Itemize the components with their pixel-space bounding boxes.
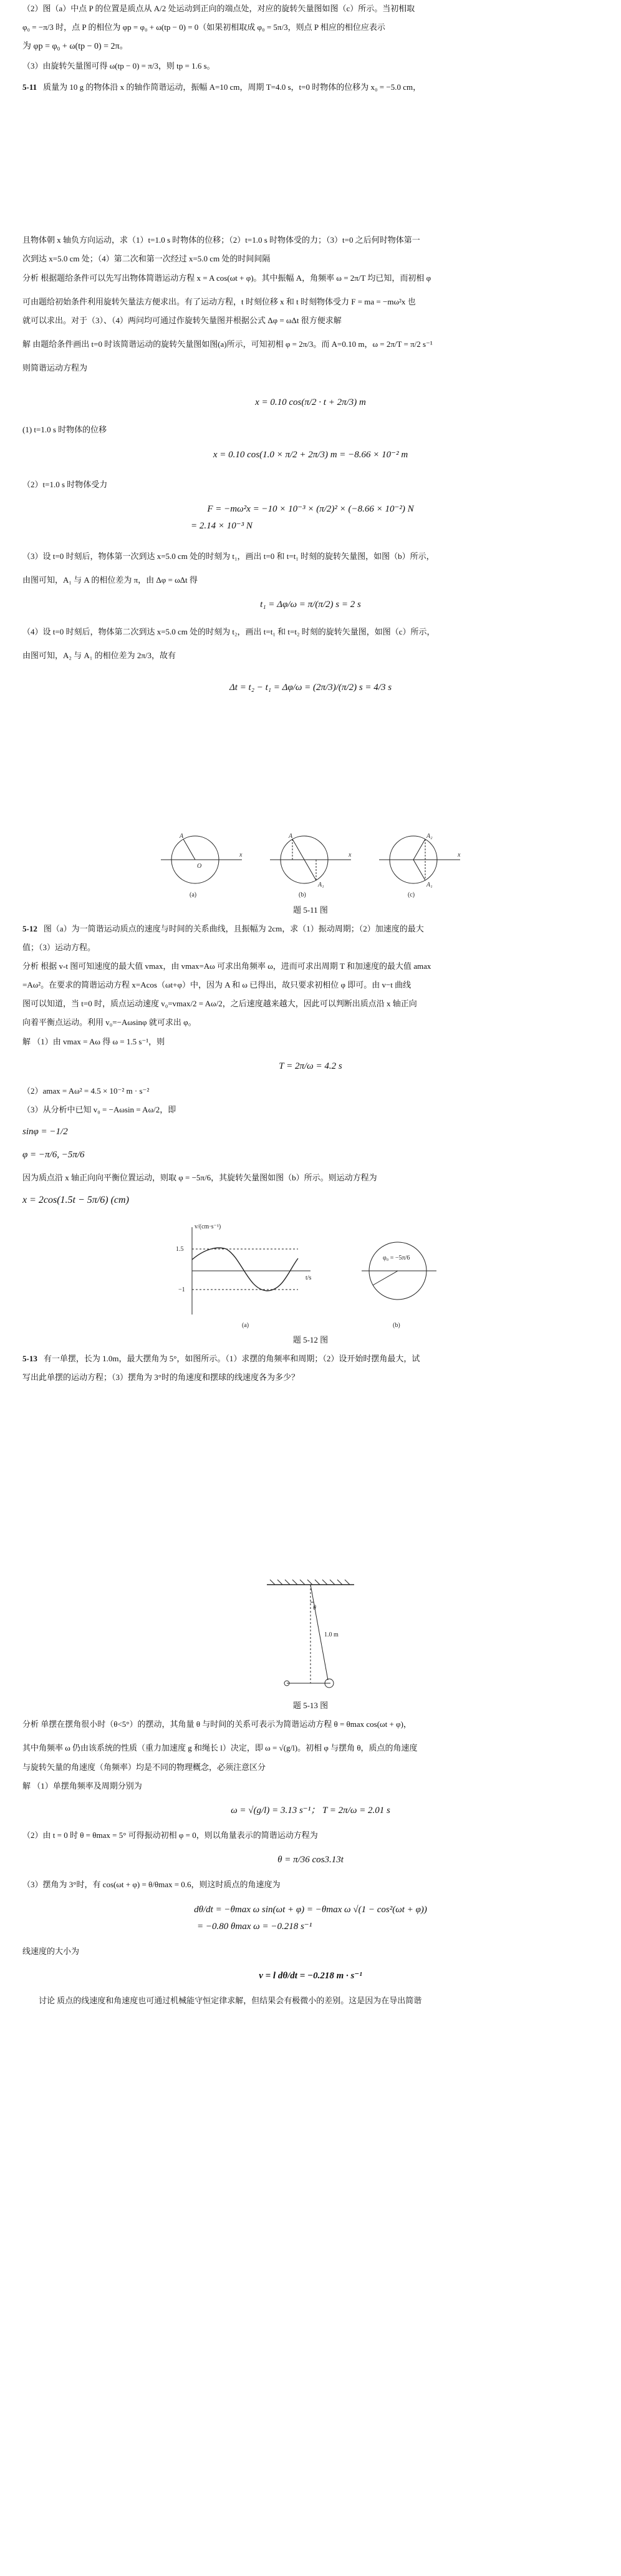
p511-equation-1: x = 0.10 cos(π/2 · t + 2π/3) m [255,397,366,408]
p512-analysis-3: 图可以知道，当 t=0 时，质点运动速度 v₀=vmax/2 = Aω/2，之后速度越来越大，因此可以判断出质点沿 x 轴正向 [22,999,417,1009]
p513-solution-2: （2）由 t = 0 时 θ = θmax = 5° 可得振动初相 φ = 0，则以角量表示的简谐运动方程为 [22,1830,318,1840]
ceiling-hatch [270,1580,350,1585]
fig512-label-b: (b) [393,1321,400,1329]
svg-text:A₂: A₂ [426,832,433,840]
p513-equation-3b: = −0.80 θmax ω = −0.218 s⁻¹ [197,1921,312,1932]
fig511-label-b: (b) [299,891,306,898]
p511-number: 5-11 [22,82,37,92]
p511-solution-2: 则简谐运动方程为 [22,363,88,373]
p511-equation-2: x = 0.10 cos(1.0 × π/2 + 2π/3) m = −8.66 × 10⁻² m [213,449,408,460]
svg-text:x: x [349,851,352,858]
vector-b1 [292,839,304,860]
tick-label-min: −1 [178,1286,185,1293]
p512-analysis-4: 向着平衡点运动。利用 v₀=−Aωsinφ 就可求出 φ。 [22,1018,196,1028]
p513-analysis-3: 与旋转矢量的角速度（角频率）均是不同的物理概念，必须注意区分 [22,1762,266,1772]
figure-5-12 [167,1221,454,1330]
p511-figure-caption: 题 5-11 图 [293,905,328,915]
p511-equation-3b: = 2.14 × 10⁻³ N [191,521,253,532]
p512-equation-3: φ = −π/6, −5π/6 [22,1150,85,1160]
p511-analysis-2: 可由题给初始条件利用旋转矢量法方便求出。有了运动方程，t 时刻位移 x 和 t 时刻物体受力 F = ma = −mω²x 也 [22,296,416,306]
p510-line-1: （2）图（a）中点 P 的位置是质点从 A/2 处运动到正向的端点处，对应的旋转矢量图如图（c）所示。当初相取 [22,4,415,13]
fig511-label-a: (a) [190,891,197,898]
p513-equation-4: v = l dθ/dt = −0.218 m · s⁻¹ [259,1971,362,1981]
p512-equation-4: x = 2cos(1.5t − 5π/6) (cm) [22,1194,129,1205]
p513-equation-2: θ = π/36 cos3.13t [277,1855,344,1865]
p513-figure-caption: 题 5-13 图 [292,1701,329,1711]
p513-stmt-1: 有一单摆，长为 1.0m，最大摆角为 5°，如图所示。（1）求摆的角频率和周期；（2）设开始时摆角最大，试 [43,1353,420,1363]
blank-space [22,1390,599,1577]
p510-line-3: 为 φp = φ₀ + ω(tp − 0) = 2π。 [22,42,128,52]
p513-number: 5-13 [22,1353,37,1363]
p513-stmt-2: 写出此单摆的运动方程；（3）摆角为 3°时的角速度和摆球的线速度各为多少？ [22,1372,299,1382]
vector-c2 [413,860,425,880]
p512-figure-caption: 题 5-12 图 [292,1334,329,1344]
velocity-curve [192,1248,298,1291]
p512-statement [22,923,599,935]
p513-solution-3: （3）摆角为 3°时，有 cos(ωt + φ) = θ/θmax = 0.6，则这时质点的角速度为 [22,1880,281,1890]
p512-equation-1: T = 2π/ω = 4.2 s [279,1061,342,1071]
pendulum-angle-label: θ [313,1605,316,1612]
p512-equation-2: sinφ = −1/2 [22,1127,68,1137]
p512-solution-4: 因为质点沿 x 轴正向向平衡位置运动，则取 φ = −5π/6，其旋转矢量图如图（b）所示。则运动方程为 [22,1172,377,1182]
vector-c1 [413,839,425,860]
p513-analysis-1: 分析 单摆在摆角很小时（θ<5°）的摆动，其角量 θ 与时间的关系可表示为简谐运动方程 θ = θmax cos(ωt + φ)， [22,1719,412,1729]
fig511-label-c: (c) [408,891,415,898]
p511-question-4a: （4）设 t=0 时刻后，物体第二次到达 x=5.0 cm 处的时刻为 t₂，画出 t=t₁ 和 t=t₂ 时刻的旋转矢量图，如图（c）所示， [22,627,435,637]
p511-stmt-1: 质量为 10 g 的物体沿 x 的轴作简谐运动，振幅 A=10 cm，周期 T=4.0 s，t=0 时物体的位移为 x₀ = −5.0 cm， [43,82,421,92]
p511-analysis-1: 分析 根据题给条件可以先写出物体简谐运动方程 x = A cos(ωt + φ)。其中振幅 A，角频率 ω = 2π/T 均已知，而初相 φ [22,273,431,283]
svg-text:A₁: A₁ [318,881,324,888]
p511-statement [22,81,599,94]
p511-stmt-3: 次到达 x=5.0 cm 处；（4）第二次和第一次经过 x=5.0 cm 处的时间间隔 [22,254,271,264]
p512-analysis-2: =Aω²。在要求的简谐运动方程 x=Acos（ωt+φ）中，因为 A 和 ω 已得出，故只要求初相位 φ 即可。由 v−t 曲线 [22,980,412,990]
p511-question-2: （2）t=1.0 s 时物体受力 [22,479,108,489]
blank-space [22,707,599,825]
svg-text:x: x [239,851,243,858]
p513-solution-1: 解 （1）单摆角频率及周期分别为 [22,1781,142,1791]
p511-question-1: (1) t=1.0 s 时物体的位移 [22,425,107,435]
p511-solution-1: 解 由题给条件画出 t=0 时该简谐运动的旋转矢量图如图(a)所示，可知初相 φ = 2π/3。而 A=0.10 m，ω = 2π/T = π/2 s⁻¹ [22,339,433,349]
figure-5-11 [148,825,473,900]
p511-equation-5: Δt = t₂ − t₁ = Δφ/ω = (2π/3)/(π/2) s = 4/3 s [229,683,392,693]
p513-solution-4: 线速度的大小为 [22,1947,80,1956]
vector-a [183,839,195,860]
p513-equation-3a: dθ/dt = −θmax ω sin(ωt + φ) = −θmax ω √(1 − cos²(ωt + φ)) [194,1904,427,1915]
p511-question-4b: 由图可知，A₂ 与 A₁ 的相位差为 2π/3，故有 [22,651,176,661]
p511-analysis-3: 就可以求出。对于（3）、（4）两问均可通过作旋转矢量图并根据公式 Δφ = ωΔt 很方便求解 [22,315,342,325]
p512-solution-2: （2）amax = Aω² = 4.5 × 10⁻² m · s⁻² [22,1086,150,1096]
p513-equation-1: ω = √(g/l) = 3.13 s⁻¹； T = 2π/ω = 2.01 s [231,1805,390,1815]
document-page [22,0,599,2014]
p512-analysis-1: 分析 根据 v-t 图可知速度的最大值 vmax，由 vmax=Aω 可求出角频率 ω，进而可求出周期 T 和加速度的最大值 amax [22,961,431,971]
p513-statement [22,1353,599,1365]
p513-discussion: 讨论 质点的线速度和角速度也可通过机械能守恒定律求解，但结果会有极微小的差别。这是因为在导出简谐 [39,1996,422,2006]
p512-number: 5-12 [22,923,37,933]
axis-t-label: t/s [306,1274,312,1281]
svg-text:A: A [180,832,184,840]
pendulum-length-label: 1.0 m [324,1631,339,1639]
rotating-vector [373,1271,398,1285]
circle-phase-label: φ₀ = −5π/6 [383,1254,410,1261]
svg-text:A₁: A₁ [426,881,433,888]
p511-equation-3a: F = −mω²x = −10 × 10⁻³ × (π/2)² × (−8.66 × 10⁻²) N [207,504,414,515]
fig512-label-a: (a) [242,1321,249,1329]
svg-text:O: O [197,862,202,870]
blank-space [22,100,599,228]
p510-line-2: φ₀ = −π/3 时，点 P 的相位为 φp = φ₀ + ω(tp − 0) = 0（如果初相取成 φ₀ = 5π/3，则点 P 相应的相位应表示 [22,22,385,32]
svg-text:x: x [458,851,461,858]
svg-text:A: A [289,832,293,840]
tick-label-max: 1.5 [176,1245,184,1253]
p512-solution-3: （3）从分析中已知 v₀ = −Aωsin = Aω/2，即 [22,1105,176,1115]
axis-v-label: v/(cm·s⁻¹) [195,1223,221,1230]
figure-5-13 [248,1577,373,1696]
p512-stmt-2: 值；（3）运动方程。 [22,942,96,952]
p511-equation-4: t₁ = Δφ/ω = π/(π/2) s = 2 s [260,599,361,610]
p512-stmt-1: 图（a）为一简谐运动质点的速度与时间的关系曲线，且振幅为 2cm，求（1）振动周期；（2）加速度的最大 [43,923,424,933]
p510-line-4: （3）由旋转矢量图可得 ω(tp − 0) = π/3，则 tp = 1.6 s。 [22,61,215,70]
p511-question-3a: （3）设 t=0 时刻后，物体第一次到达 x=5.0 cm 处的时刻为 t₁，画出 t=0 和 t=t₁ 时刻的旋转矢量图，如图（b）所示， [22,551,435,561]
vector-b2 [304,860,316,880]
p511-question-3b: 由图可知，A₁ 与 A 的相位差为 π，由 Δφ = ωΔt 得 [22,575,198,585]
p512-solution-1: 解 （1）由 vmax = Aω 得 ω = 1.5 s⁻¹，则 [22,1036,165,1046]
p513-analysis-2: 其中角频率 ω 仍由该系统的性质（重力加速度 g 和绳长 l）决定，即 ω = √(g/l)。初相 φ 与摆角 θ，质点的角速度 [22,1743,418,1753]
p511-stmt-2: 且物体朝 x 轴负方向运动，求（1）t=1.0 s 时物体的位移；（2）t=1.0 s 时物体受的力；（3）t=0 之后何时物体第一 [22,235,420,245]
